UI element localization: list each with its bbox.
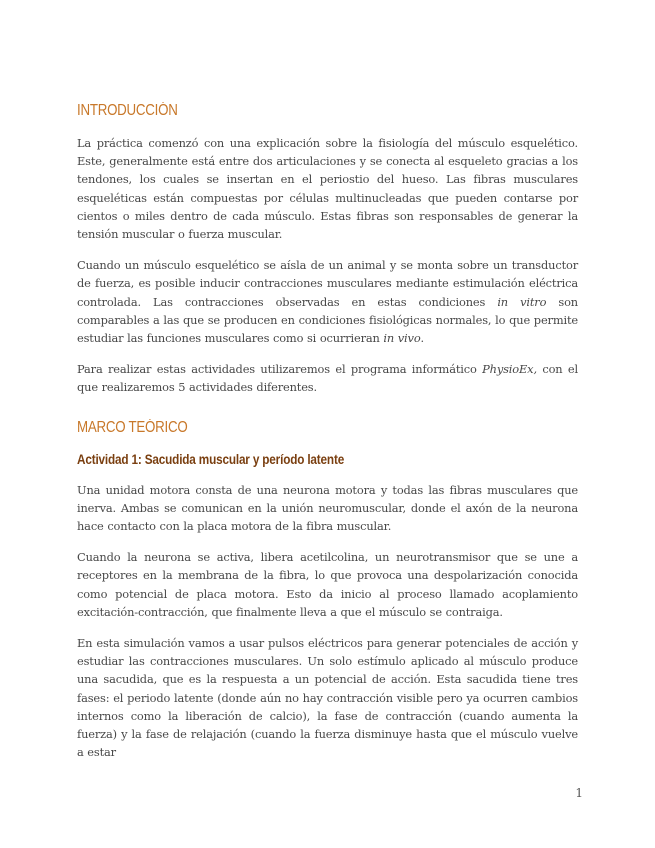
paragraph-text: con el que realizaremos 5 actividades diferentes. [77,362,578,395]
paragraph-text: son comparables a las que se producen en condiciones fisiológicas normales, lo que permite estudiar las funciones musculares como si ocurrieran [77,294,578,346]
section-heading-introduccion: INTRODUCCIÓN [77,102,178,119]
italic-term: PhysioEx, [482,362,537,377]
paragraph-actividad-1-1: Una unidad motora consta de una neurona motora y todas las fibras musculares que inerva. Ambas se comunican en la unión neuromuscular, donde el axón de la neurona hace contacto con la placa motora de la fibra muscular. [77,482,578,534]
paragraph-intro-3 [77,360,578,396]
paragraph-text: Cuando un músculo esquelético se aísla de un animal y se monta sobre un transductor de fuerza, es posible inducir contracciones musculares mediante estimulación eléctrica controlada. Las contracciones observadas en estas condiciones [77,258,578,309]
italic-term: in vivo [383,331,421,346]
subsection-heading-actividad-1: Actividad 1: Sacudida muscular y período latente [77,450,345,467]
page-content [77,101,578,761]
page-number: 1 [575,786,583,800]
paragraph-actividad-1-2: Cuando la neurona se activa, libera acetilcolina, un neurotransmisor que se une a receptores en la membrana de la fibra, lo que provoca una despolarización conocida como potencial de placa motora. Esto da inicio al proceso llamado acoplamiento excitación-contracción, que finalmente lleva a que el músculo se contraiga. [77,550,578,619]
paragraph-text: . [420,331,425,346]
italic-term: in vitro [497,294,547,309]
paragraph-intro-2 [77,256,578,347]
paragraph-text: Para realizar estas actividades utilizaremos el programa informático [77,362,483,377]
paragraph-intro-1: La práctica comenzó con una explicación sobre la fisiología del músculo esquelético. Este, generalmente está entre dos articulaciones y se conecta al esqueleto gracias a los tendones, los cuales se insertan en el periostio del hueso. Las fibras musculares esqueléticas están compuestas por células multinucleadas que pueden contarse por cientos o miles dentro de cada músculo. Estas fibras son responsables de generar la tensión muscular o fuerza muscular. [77,136,578,242]
paragraph-actividad-1-3: En esta simulación vamos a usar pulsos eléctricos para generar potenciales de acción y estudiar las contracciones musculares. Un solo estímulo aplicado al músculo produce una sacudida, que es la respuesta a un potencial de acción. Esta sacudida tiene tres fases: el periodo latente (donde aún no hay contracción visible pero ya ocurren cambios internos como la liberación de calcio), la fase de contracción (cuando aumenta la fuerza) y la fase de relajación (cuando la fuerza disminuye hasta que el músculo vuelve a estar [77,636,578,760]
section-heading-marco-teorico: MARCO TEÓRICO [77,418,188,436]
